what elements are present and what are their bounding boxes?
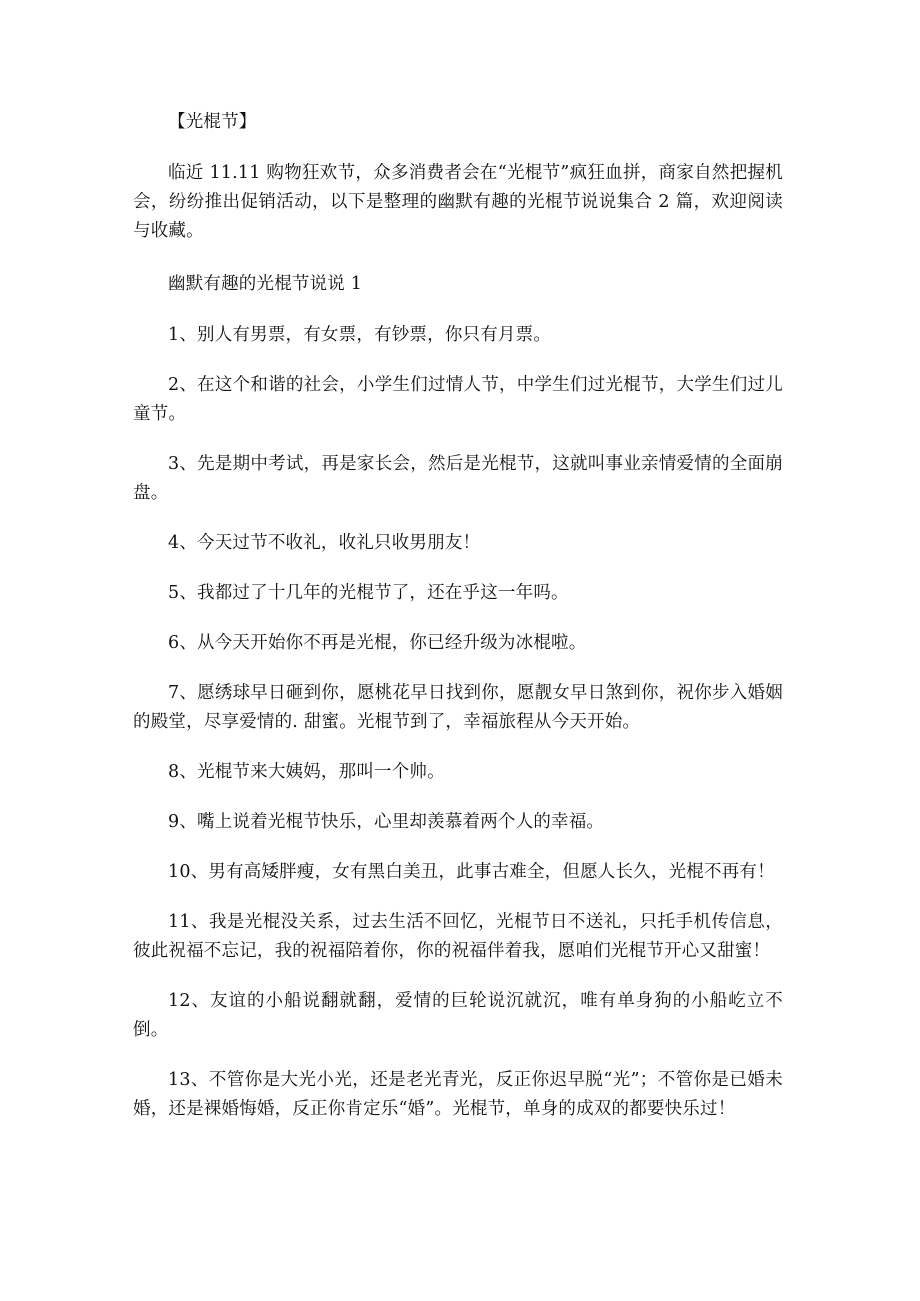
list-item-1: 1、别人有男票，有女票，有钞票，你只有月票。 [168,325,552,345]
list-item-12: 12、友谊的小船说翻就翻，爱情的巨轮说沉就沉，唯有单身狗的小船屹立不倒。 [133,991,783,1040]
list-item-2: 2、在这个和谐的社会，小学生们过情人节，中学生们过光棍节，大学生们过儿童节。 [133,375,783,424]
list-item-6: 6、从今天开始你不再是光棍，你已经升级为冰棍啦。 [168,633,587,653]
list-item-3: 3、先是期中考试，再是家长会，然后是光棍节，这就叫事业亲情爱情的全面崩盘。 [133,454,783,503]
list-item-4: 4、今天过节不收礼，收礼只收男朋友！ [168,533,481,553]
document-title: 【光棍节】 [168,112,257,132]
document-content [133,108,783,1145]
section-title: 幽默有趣的光棍节说说 1 [168,274,363,294]
list-item-5: 5、我都过了十几年的光棍节了，还在乎这一年吗。 [168,583,569,603]
list-item-11: 11、我是光棍没关系，过去生活不回忆，光棍节日不送礼，只托手机传信息，彼此祝福不忘记，我的祝福陪着你，你的祝福伴着我，愿咱们光棍节开心又甜蜜！ [133,912,783,961]
list-item-8: 8、光棍节来大姨妈，那叫一个帅。 [168,762,445,782]
list-item-10: 10、男有高矮胖瘦，女有黑白美丑，此事古难全，但愿人长久，光棍不再有！ [168,862,775,882]
intro-paragraph: 临近 11.11 购物狂欢节，众多消费者会在“光棍节”疯狂血拼，商家自然把握机会，纷纷推出促销活动，以下是整理的幽默有趣的光棍节说说集合 2 篇，欢迎阅读与收藏。 [133,163,783,241]
list-item-13: 13、不管你是大光小光，还是老光青光，反正你迟早脱“光”；不管你是已婚未婚，还是裸婚悔婚，反正你肯定乐“婚”。光棍节，单身的成双的都要快乐过！ [133,1070,783,1119]
list-item-9: 9、嘴上说着光棍节快乐，心里却羡慕着两个人的幸福。 [168,812,605,832]
list-item-7: 7、愿绣球早日砸到你，愿桃花早日找到你，愿靓女早日煞到你，祝你步入婚姻的殿堂，尽享爱情的. 甜蜜。光棍节到了，幸福旅程从今天开始。 [133,683,783,732]
